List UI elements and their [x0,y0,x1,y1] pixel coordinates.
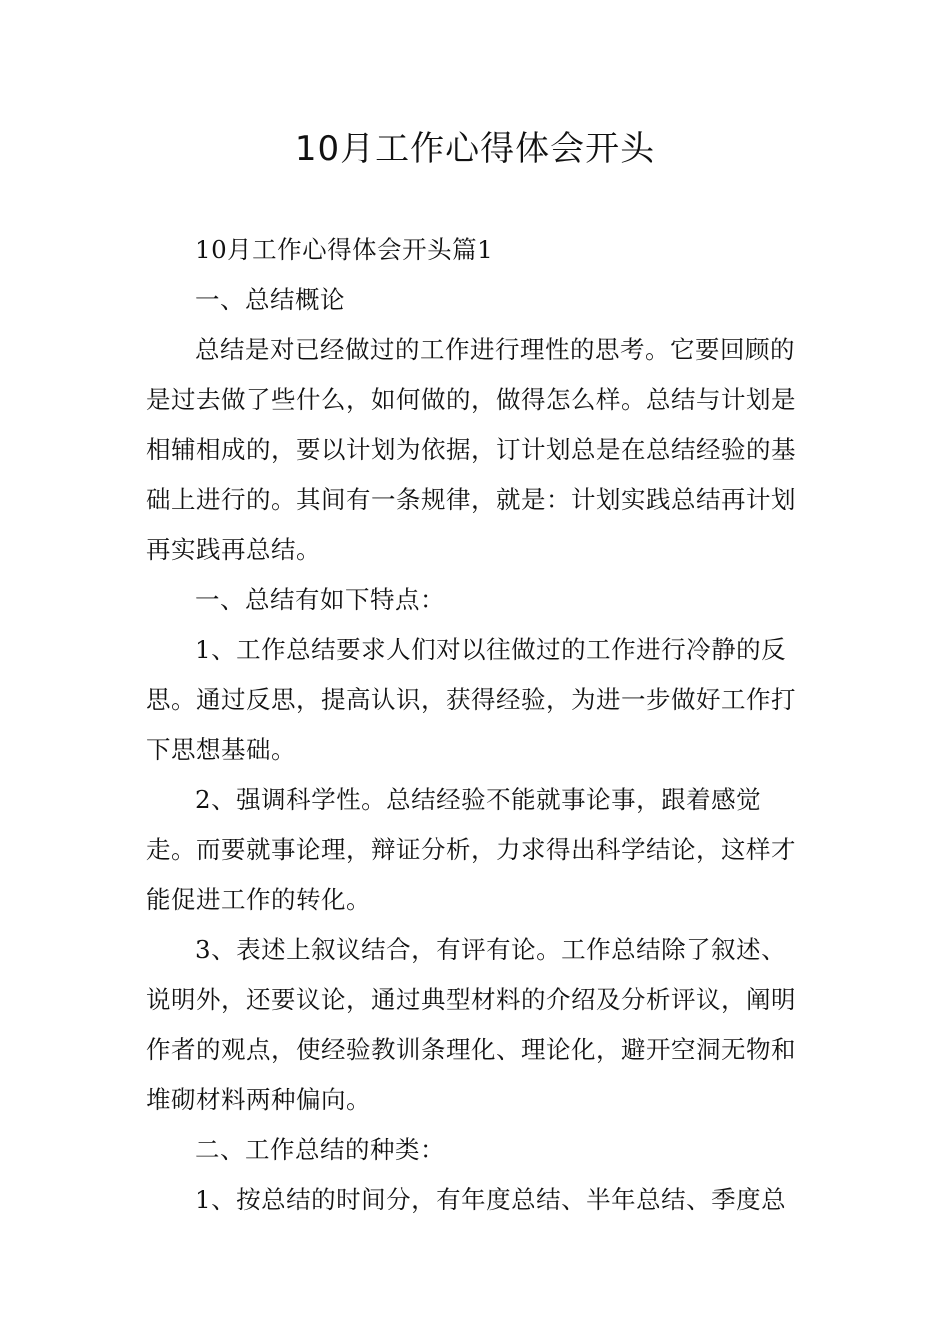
section-heading: 10月工作心得体会开头篇1 [195,235,494,264]
document-body [146,225,808,1225]
body-paragraph: 2、强调科学性。总结经验不能就事论事，跟着感觉走。而要就事论理，辩证分析，力求得出科学结论，这样才能促进工作的转化。 [146,785,796,914]
body-paragraph: 1、按总结的时间分，有年度总结、半年总结、季度总 [195,1185,787,1214]
document-title: 10月工作心得体会开头 [294,129,656,169]
subsection-heading: 二、工作总结的种类： [195,1135,445,1164]
subsection-heading: 一、总结概论 [195,285,345,314]
body-paragraph: 3、表述上叙议结合，有评有论。工作总结除了叙述、说明外，还要议论，通过典型材料的介绍及分析评议，阐明作者的观点，使经验教训条理化、理论化，避开空洞无物和堆砌材料两种偏向。 [146,935,796,1114]
body-paragraph: 总结是对已经做过的工作进行理性的思考。它要回顾的是过去做了些什么，如何做的，做得怎么样。总结与计划是相辅相成的，要以计划为依据，订计划总是在总结经验的基础上进行的。其间有一条规律，就是：计划实践总结再计划再实践再总结。 [146,335,796,564]
body-paragraph: 1、工作总结要求人们对以往做过的工作进行冷静的反思。通过反思，提高认识，获得经验，为进一步做好工作打下思想基础。 [146,635,796,764]
subsection-heading: 一、总结有如下特点： [195,585,445,614]
